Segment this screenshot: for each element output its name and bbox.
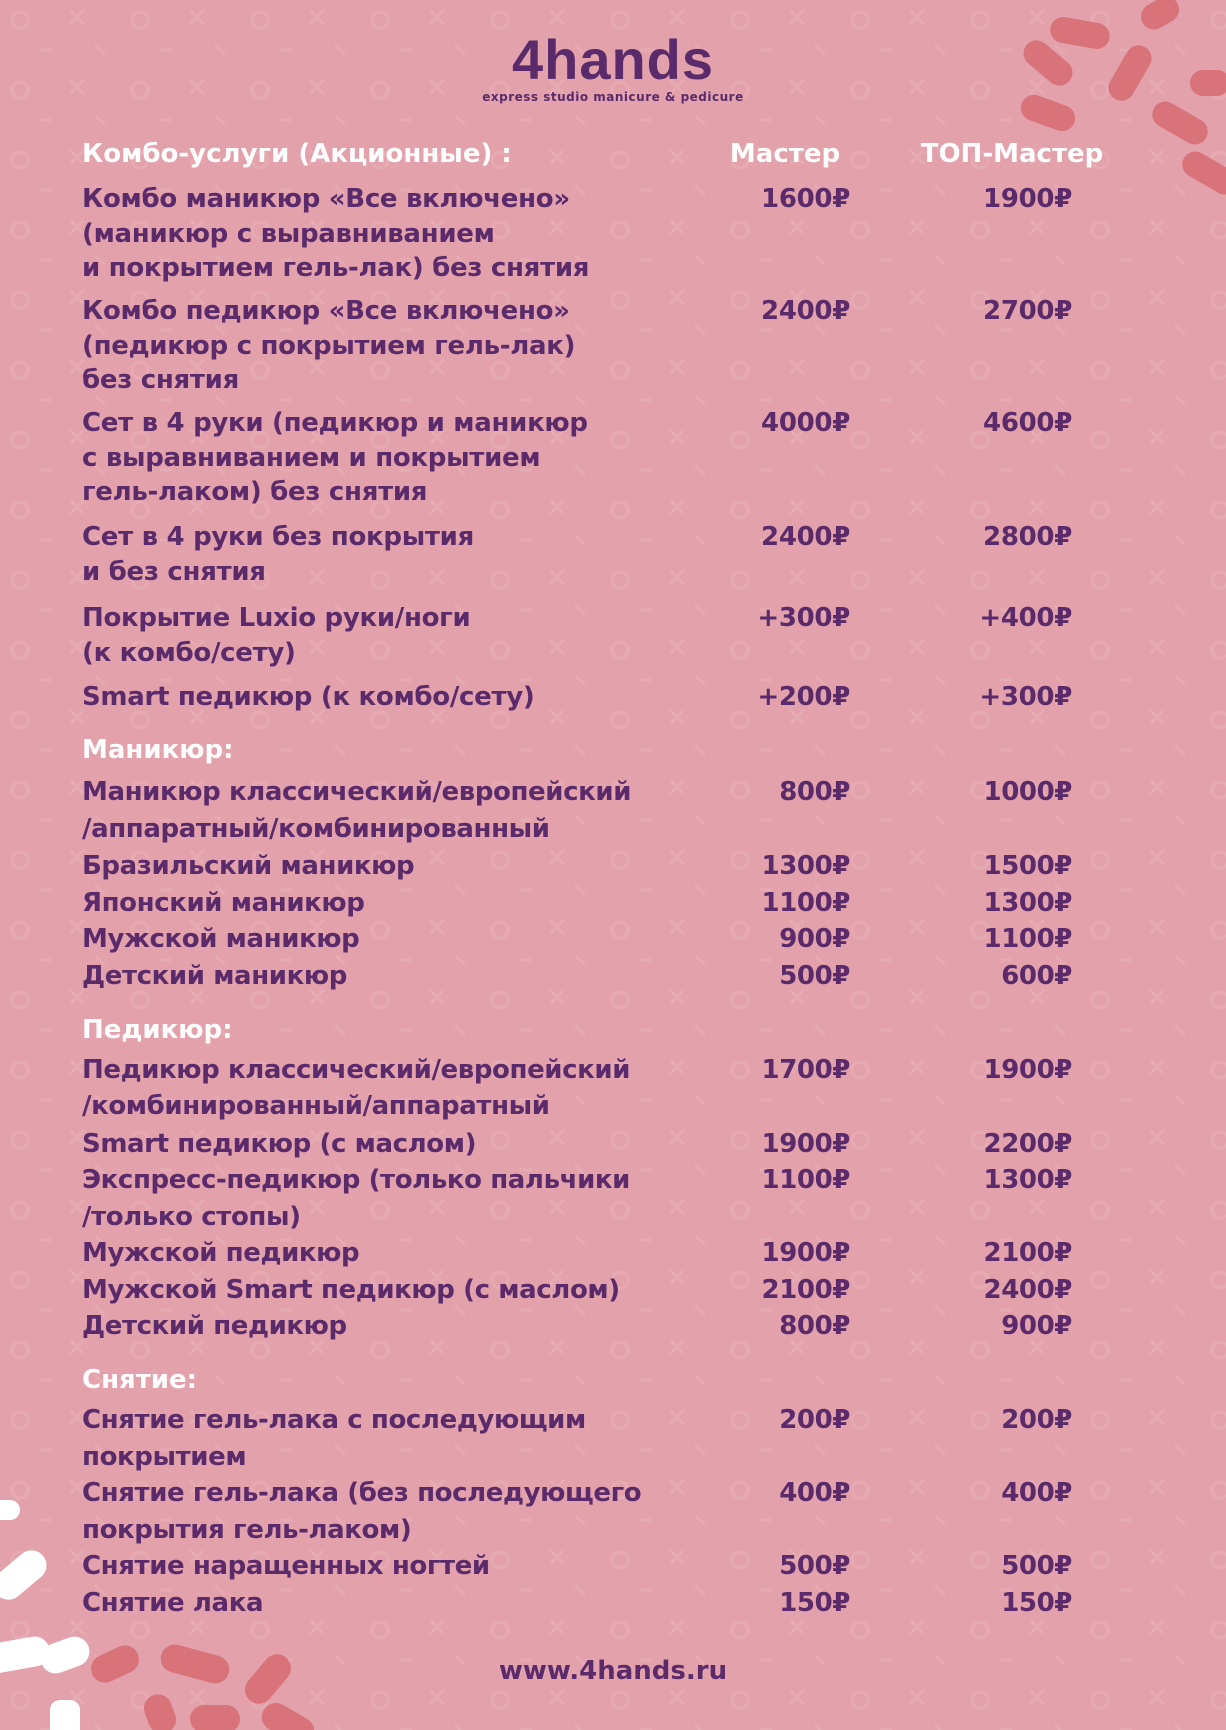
section-title: Снятие: — [82, 1365, 198, 1395]
table-row — [82, 1272, 1122, 1309]
service-name: Мужской педикюр — [82, 1238, 360, 1268]
section-header-pedicure — [82, 1012, 1122, 1052]
master-price: 4000₽ — [761, 408, 850, 438]
service-name: Мужской Smart педикюр (с маслом) — [82, 1274, 620, 1305]
column-master-header: Мастер — [729, 139, 841, 169]
table-row — [82, 774, 1122, 848]
table-row — [82, 1162, 1122, 1235]
service-name: Снятие гель-лака с последующим покрытием — [82, 1405, 586, 1472]
service-name: Детский педикюр — [82, 1311, 347, 1341]
top-master-price: 150₽ — [1001, 1587, 1072, 1618]
top-master-price: 400₽ — [1001, 1478, 1072, 1508]
table-row — [82, 406, 1122, 520]
table-header — [82, 136, 1122, 182]
table-row — [82, 601, 1122, 680]
top-master-price: 2800₽ — [983, 522, 1072, 552]
master-price: 400₽ — [779, 1478, 850, 1508]
brand-tagline: express studio manicure & pedicure — [482, 90, 744, 104]
top-master-price: 1900₽ — [983, 184, 1072, 214]
service-name: Smart педикюр (к комбо/сету) — [82, 682, 535, 712]
section-title: Педикюр: — [82, 1014, 233, 1045]
master-price: 2400₽ — [761, 296, 850, 326]
brand-name: 4hands — [511, 28, 715, 91]
service-name: Японский маникюр — [82, 887, 365, 918]
master-price: 1300₽ — [761, 851, 850, 881]
master-price: +300₽ — [757, 603, 850, 633]
service-name: Покрытие Luxio руки/ноги (к комбо/сету) — [82, 603, 471, 668]
service-name: Детский маникюр — [82, 960, 347, 991]
combo-section-title: Комбо-услуги (Акционные) : — [82, 139, 512, 169]
service-name: Снятие лака — [82, 1587, 264, 1618]
top-master-price: 2200₽ — [983, 1128, 1072, 1159]
section-title: Маникюр: — [82, 735, 234, 765]
master-price: 2400₽ — [761, 522, 850, 552]
table-row — [82, 958, 1122, 1012]
table-row — [82, 1402, 1122, 1475]
table-row — [82, 848, 1122, 885]
service-name: Сет в 4 руки (педикюр и маникюр с выравниванием и покрытием гель-лаком) без снятия — [82, 408, 588, 507]
master-price: 1900₽ — [761, 1128, 850, 1159]
top-master-price: 1300₽ — [983, 1165, 1072, 1195]
top-master-price: +400₽ — [979, 603, 1072, 633]
section-header-removal — [82, 1362, 1122, 1402]
table-row — [82, 1475, 1122, 1548]
service-name: Мужской маникюр — [82, 924, 360, 954]
master-price: 1100₽ — [761, 887, 850, 918]
top-master-price: 2100₽ — [983, 1238, 1072, 1268]
brand-logo — [0, 28, 1226, 104]
master-price: 150₽ — [779, 1587, 850, 1618]
master-price: 800₽ — [779, 777, 850, 807]
top-master-price: 2700₽ — [983, 296, 1072, 326]
service-name: Бразильский маникюр — [82, 851, 415, 881]
master-price: 500₽ — [779, 960, 850, 991]
table-row — [82, 921, 1122, 958]
master-price: 1600₽ — [761, 184, 850, 214]
service-name: Сет в 4 руки без покрытия и без снятия — [82, 522, 474, 587]
top-master-price: 2400₽ — [983, 1274, 1072, 1305]
master-price: 900₽ — [779, 924, 850, 954]
master-price: 800₽ — [779, 1311, 850, 1341]
table-row — [82, 1052, 1122, 1126]
service-name: Снятие наращенных ногтей — [82, 1551, 490, 1581]
master-price: 1100₽ — [761, 1165, 850, 1195]
top-master-price: 600₽ — [1001, 960, 1072, 991]
master-price: 1700₽ — [761, 1054, 850, 1085]
service-name: Комбо маникюр «Все включено» (маникюр с выравниванием и покрытием гель-лак) без снятия — [82, 184, 590, 283]
top-master-price: 1500₽ — [983, 851, 1072, 881]
table-row — [82, 885, 1122, 922]
master-price: 1900₽ — [761, 1238, 850, 1268]
table-row — [82, 1235, 1122, 1272]
top-master-price: 1000₽ — [983, 777, 1072, 807]
section-header-manicure — [82, 732, 1122, 774]
service-name: Снятие гель-лака (без последующего покрытия гель-лаком) — [82, 1478, 642, 1545]
service-name: Комбо педикюр «Все включено» (педикюр с покрытием гель-лак) без снятия — [82, 296, 576, 395]
column-top-master-header: ТОП-Мастер — [920, 139, 1104, 169]
table-row — [82, 1548, 1122, 1585]
service-name: Smart педикюр (с маслом) — [82, 1128, 477, 1159]
master-price: +200₽ — [757, 682, 850, 712]
top-master-price: 1900₽ — [983, 1054, 1072, 1085]
table-row — [82, 1585, 1122, 1622]
master-price: 200₽ — [779, 1405, 850, 1435]
top-master-price: 200₽ — [1001, 1405, 1072, 1435]
top-master-price: 1100₽ — [983, 924, 1072, 954]
master-price: 500₽ — [779, 1551, 850, 1581]
table-row — [82, 520, 1122, 601]
master-price: 2100₽ — [761, 1274, 850, 1305]
top-master-price: 500₽ — [1001, 1551, 1072, 1581]
top-master-price: +300₽ — [979, 682, 1072, 712]
service-name: Экспресс-педикюр (только пальчики /только стопы) — [82, 1165, 630, 1232]
top-master-price: 900₽ — [1001, 1311, 1072, 1341]
website-link[interactable]: www.4hands.ru — [498, 1656, 728, 1686]
price-table — [82, 136, 1122, 1621]
service-name: Маникюр классический/европейский /аппаратный/комбинированный — [82, 777, 632, 844]
top-master-price: 1300₽ — [983, 887, 1072, 918]
table-row — [82, 182, 1122, 294]
top-master-price: 4600₽ — [983, 408, 1072, 438]
table-row — [82, 294, 1122, 406]
table-row — [82, 680, 1122, 732]
service-name: Педикюр классический/европейский /комбинированный/аппаратный — [82, 1054, 631, 1121]
table-row — [82, 1308, 1122, 1362]
table-row — [82, 1126, 1122, 1163]
